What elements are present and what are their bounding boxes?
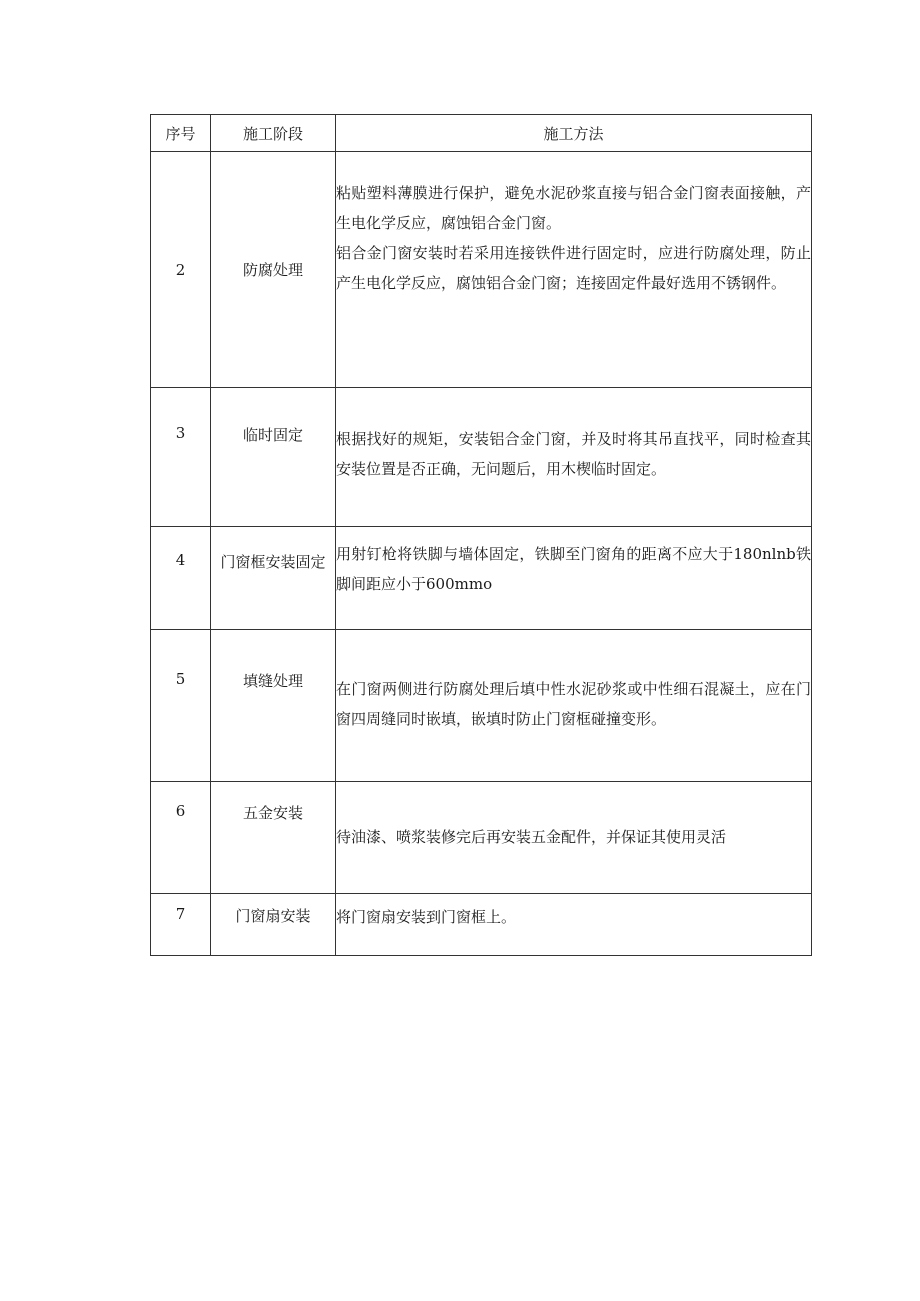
row-stage: 临时固定 [211,388,336,527]
row-method [336,152,812,388]
row-method [336,630,812,782]
construction-method-table [150,114,812,956]
row-no: 3 [151,388,211,527]
header-stage: 施工阶段 [211,115,336,152]
row-stage: 填缝处理 [211,630,336,782]
table-header-row [151,115,812,152]
row-no: 2 [151,152,211,388]
header-no: 序号 [151,115,211,152]
header-method: 施工方法 [336,115,812,152]
method-paragraph: 在门窗两侧进行防腐处理后填中性水泥砂浆或中性细石混凝土，应在门窗四周缝同时嵌填，嵌填时防止门窗框碰撞变形。 [336,680,811,728]
table-row [151,782,812,894]
row-no: 7 [151,894,211,956]
row-stage: 五金安装 [211,782,336,894]
row-method [336,527,812,630]
method-paragraph: 根据找好的规矩，安装铝合金门窗，并及时将其吊直找平，同时检查其安装位置是否正确，无问题后，用木楔临时固定。 [336,430,811,478]
method-paragraph: 粘贴塑料薄膜进行保护，避免水泥砂浆直接与铝合金门窗表面接触，产生电化学反应，腐蚀铝合金门窗。 [336,184,811,232]
row-no: 5 [151,630,211,782]
row-stage: 门窗扇安装 [211,894,336,956]
table-row [151,152,812,388]
table-row [151,894,812,956]
method-paragraph: 用射钉枪将铁脚与墙体固定，铁脚至门窗角的距离不应大于180nlnb铁脚间距应小于600mmo [336,545,811,593]
table-row [151,527,812,630]
row-method [336,782,812,894]
method-paragraph: 铝合金门窗安装时若采用连接铁件进行固定时，应进行防腐处理，防止产生电化学反应，腐蚀铝合金门窗；连接固定件最好选用不锈钢件。 [336,244,811,292]
table-row [151,630,812,782]
row-no: 4 [151,527,211,630]
row-stage: 门窗框安装固定 [211,527,336,630]
row-stage: 防腐处理 [211,152,336,388]
table-row [151,388,812,527]
method-paragraph: 待油漆、喷浆装修完后再安装五金配件，并保证其使用灵活 [336,828,727,846]
row-no: 6 [151,782,211,894]
method-paragraph: 将门窗扇安装到门窗框上。 [336,908,517,926]
row-method [336,388,812,527]
row-method [336,894,812,956]
